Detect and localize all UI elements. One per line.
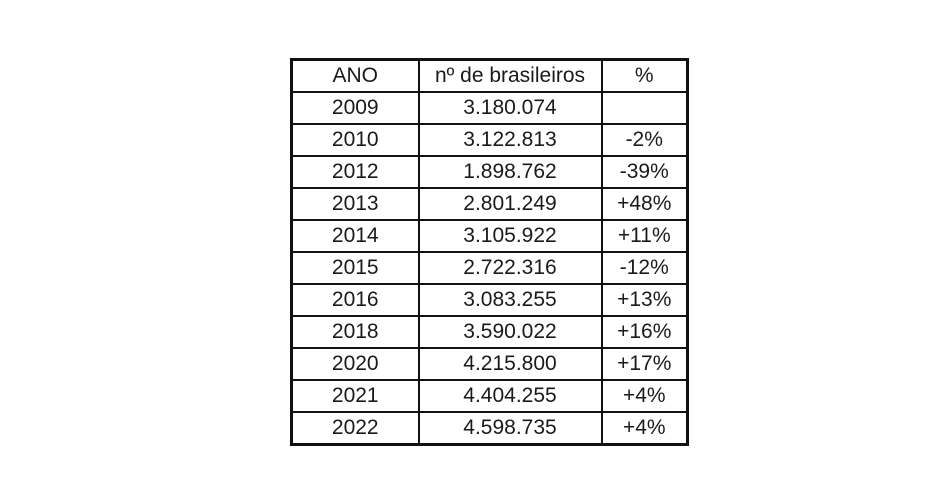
table-row — [292, 252, 688, 284]
cell-year: 2009 — [292, 92, 419, 124]
cell-year: 2014 — [292, 220, 419, 252]
cell-count: 3.180.074 — [419, 92, 602, 124]
cell-year: 2015 — [292, 252, 419, 284]
cell-count: 1.898.762 — [419, 156, 602, 188]
header-count: nº de brasileiros — [419, 60, 602, 93]
cell-percent: +4% — [602, 380, 688, 412]
cell-percent: -39% — [602, 156, 688, 188]
table-row — [292, 284, 688, 316]
cell-count: 3.083.255 — [419, 284, 602, 316]
cell-count: 4.215.800 — [419, 348, 602, 380]
cell-percent: +4% — [602, 412, 688, 445]
cell-year: 2022 — [292, 412, 419, 445]
table-row — [292, 380, 688, 412]
header-year: ANO — [292, 60, 419, 93]
cell-year: 2020 — [292, 348, 419, 380]
cell-percent: +11% — [602, 220, 688, 252]
cell-percent: +13% — [602, 284, 688, 316]
table-row — [292, 412, 688, 445]
table-row — [292, 92, 688, 124]
cell-year: 2010 — [292, 124, 419, 156]
cell-count: 3.105.922 — [419, 220, 602, 252]
table-row — [292, 316, 688, 348]
cell-percent: +17% — [602, 348, 688, 380]
table-header-row — [292, 60, 688, 93]
cell-count: 2.801.249 — [419, 188, 602, 220]
cell-percent: +16% — [602, 316, 688, 348]
table-row — [292, 124, 688, 156]
header-percent: % — [602, 60, 688, 93]
cell-percent: -2% — [602, 124, 688, 156]
table-row — [292, 188, 688, 220]
brazilians-by-year-table — [290, 58, 689, 446]
cell-percent: -12% — [602, 252, 688, 284]
cell-year: 2018 — [292, 316, 419, 348]
cell-count: 4.404.255 — [419, 380, 602, 412]
table-row — [292, 156, 688, 188]
cell-count: 3.122.813 — [419, 124, 602, 156]
cell-percent — [602, 92, 688, 124]
table-row — [292, 348, 688, 380]
table-row — [292, 220, 688, 252]
cell-year: 2012 — [292, 156, 419, 188]
cell-count: 3.590.022 — [419, 316, 602, 348]
cell-year: 2016 — [292, 284, 419, 316]
cell-percent: +48% — [602, 188, 688, 220]
cell-count: 2.722.316 — [419, 252, 602, 284]
cell-year: 2013 — [292, 188, 419, 220]
cell-year: 2021 — [292, 380, 419, 412]
cell-count: 4.598.735 — [419, 412, 602, 445]
